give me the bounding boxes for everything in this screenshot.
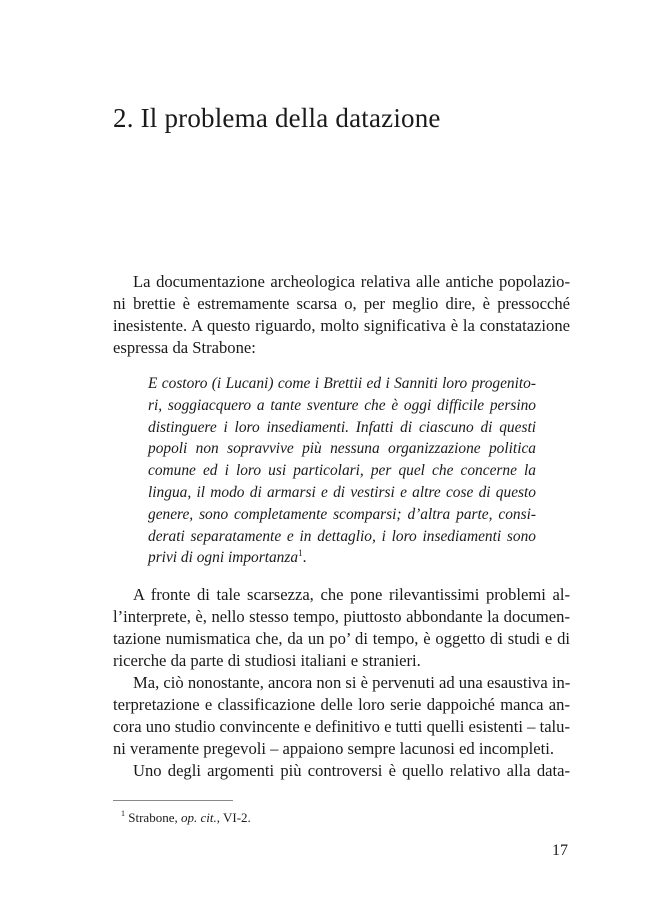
quote-line: E costoro (i Lucani) come i Brettii ed i Sanniti loro progenito-: [148, 375, 536, 392]
text-line: Ma, ciò nonostante, ancora non si è pervenuti ad una esaustiva in-: [133, 673, 571, 692]
quote-line: comune ed i loro usi particolari, per quel che concerne la: [148, 462, 536, 480]
text-line: ricerche da parte di studiosi italiani e stranieri.: [113, 651, 421, 670]
footnote-abbr: op. cit.: [180, 810, 217, 825]
quote-line: popoli non sopravvive più nessuna organizzazione politica: [148, 440, 536, 458]
page-number: 17: [552, 842, 568, 859]
quote-line: genere, sono completamente scomparsi; d’altra parte, consi-: [148, 505, 536, 523]
text-line: La documentazione archeologica relativa alle antiche popolazio-: [133, 272, 570, 291]
text-line: ni veramente pregevoli – appaiono sempre lacunosi ed incompleti.: [113, 739, 554, 758]
text-line: inesistente. A questo riguardo, molto significativa è la constatazione: [113, 316, 570, 335]
quote-line: lingua, il modo di armarsi e di vestirsi e altre cose di questo: [148, 483, 536, 501]
text-line: tazione numismatica che, da un po’ di tempo, è oggetto di studi e di: [113, 629, 570, 648]
quote-line: distinguere i loro insediamenti. Infatti di ciascuno di questi: [148, 418, 536, 436]
quote-line: [148, 547, 536, 569]
text-line: cora uno studio convincente e definitivo e tutti quelli esistenti – talu-: [113, 717, 570, 736]
footnote-reference[interactable]: 1: [298, 548, 303, 559]
paragraph-2: [113, 584, 570, 672]
chapter-heading: 2. Il problema della datazione: [113, 103, 441, 133]
footnote-divider: [113, 800, 233, 801]
text-line: A fronte di tale scarsezza, che pone rilevantissimi problemi al-: [133, 585, 570, 604]
quote-line: derati separatamente e in dettaglio, i loro insediamenti sono: [148, 527, 536, 545]
quote-punctuation: .: [302, 549, 307, 567]
quote-line: ri, soggiacquero a tante sventure che è oggi difficile persino: [148, 396, 536, 414]
paragraph-4: [113, 760, 570, 782]
footnote-number: 1: [121, 809, 125, 818]
footnote-author: Strabone,: [128, 810, 181, 825]
footnote: [121, 810, 251, 826]
text-line: l’interprete, è, nello stesso tempo, piuttosto abbondante la documen-: [113, 607, 570, 626]
block-quote: [148, 373, 536, 569]
text-line: terpretazione e classificazione delle loro serie dappoiché manca an-: [113, 695, 570, 714]
paragraph-1: [113, 271, 570, 359]
footnote-ref: , VI-2.: [216, 810, 251, 825]
text-line: ni brettie è estremamente scarsa o, per meglio dire, è pressocché: [113, 294, 570, 313]
text-line: espressa da Strabone:: [113, 338, 256, 357]
text-line: Uno degli argomenti più controversi è quello relativo alla data-: [133, 761, 570, 780]
paragraph-3: [113, 672, 570, 760]
quote-text: privi di ogni importanza: [148, 549, 299, 567]
